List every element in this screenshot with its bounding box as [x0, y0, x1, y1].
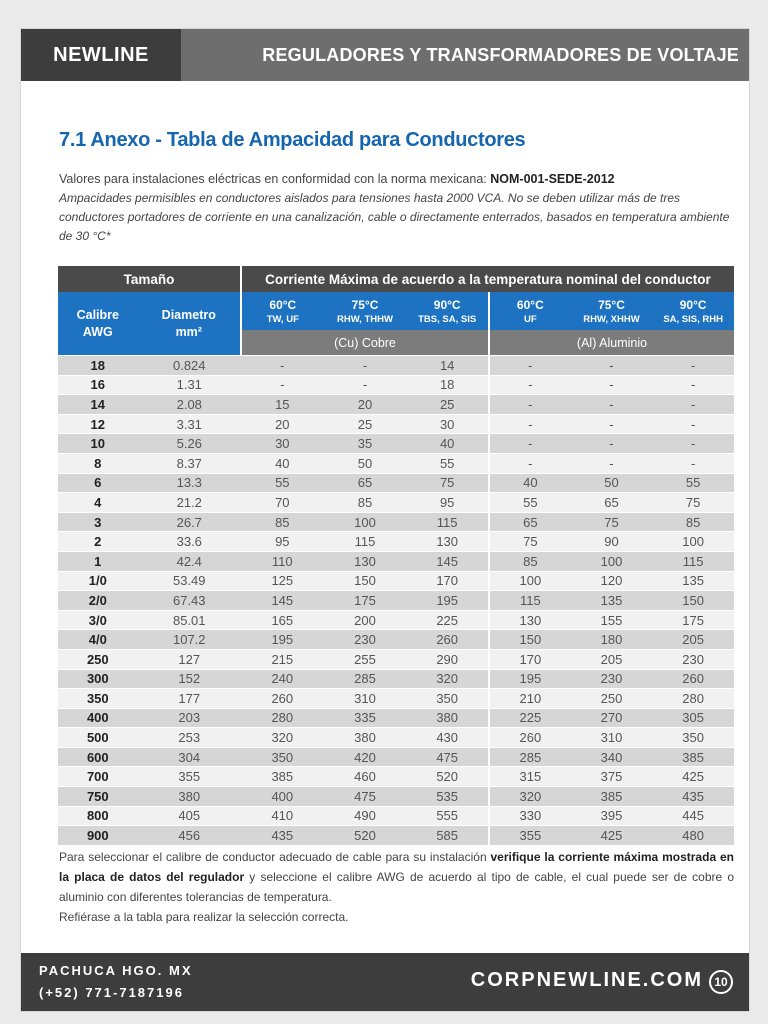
calibre-header-line1: Calibre	[76, 307, 119, 322]
ampacity-cell: 20	[324, 395, 407, 415]
ampacity-cell: 18	[406, 375, 489, 395]
current-header: Corriente Máxima de acuerdo a la temperatura nominal del conductor	[241, 266, 734, 292]
ampacity-cell: -	[571, 434, 653, 454]
ampacity-cell: 15	[241, 395, 324, 415]
col-header-al-75	[571, 292, 653, 330]
ampacity-cell: 50	[324, 453, 407, 473]
table-row	[58, 767, 734, 787]
ampacity-cell: 350	[406, 689, 489, 709]
footer-phone: (+52) 771-7187196	[39, 985, 184, 1000]
ampacity-cell: 355	[489, 826, 571, 845]
table-row	[58, 669, 734, 689]
diameter-cell: 8.37	[138, 453, 241, 473]
ampacity-cell: 165	[241, 610, 324, 630]
diameter-cell: 85.01	[138, 610, 241, 630]
awg-cell: 500	[58, 728, 138, 748]
awg-cell: 14	[58, 395, 138, 415]
ampacity-cell: 20	[241, 414, 324, 434]
ampacity-cell: -	[571, 395, 653, 415]
table-row	[58, 395, 734, 415]
table-row	[58, 434, 734, 454]
awg-cell: 250	[58, 649, 138, 669]
awg-cell: 900	[58, 826, 138, 845]
insulation-label: SA, SIS, RHH	[663, 313, 723, 325]
diameter-cell: 355	[138, 767, 241, 787]
ampacity-cell: -	[241, 375, 324, 395]
ampacity-cell: 150	[324, 571, 407, 591]
ampacity-cell: 35	[324, 434, 407, 454]
ampacity-cell: 445	[652, 806, 734, 826]
awg-cell: 6	[58, 473, 138, 493]
instructions-reference: Refiérase a la tabla para realizar la selección correcta.	[59, 910, 349, 924]
instructions-part-1: Para seleccionar el calibre de conductor adecuado de cable para su instalación	[59, 850, 491, 864]
ampacity-cell: 95	[406, 493, 489, 513]
ampacity-cell: 95	[241, 532, 324, 552]
ampacity-cell: 130	[489, 610, 571, 630]
ampacity-cell: -	[652, 414, 734, 434]
ampacity-cell: 115	[324, 532, 407, 552]
intro-note: Ampacidades permisibles en conductores aislados para tensiones hasta 2000 VCA. No se deben utilizar más de tres conductores portadores de corriente en una canalización, cable o directamente enterrados, basados en temperatura ambiente de 30 °C*	[59, 191, 730, 243]
insulation-label: UF	[524, 313, 537, 325]
ampacity-cell: 425	[571, 826, 653, 845]
ampacity-cell: 460	[324, 767, 407, 787]
ampacity-cell: 145	[406, 551, 489, 571]
awg-cell: 18	[58, 356, 138, 376]
material-cu-header: (Cu) Cobre	[241, 330, 489, 356]
brand-logo: NEWLINE	[21, 29, 181, 81]
diameter-cell: 253	[138, 728, 241, 748]
header-title: REGULADORES Y TRANSFORMADORES DE VOLTAJE	[262, 45, 739, 65]
calibre-header-line2: AWG	[82, 324, 113, 339]
ampacity-cell: 145	[241, 591, 324, 611]
ampacity-cell: 195	[406, 591, 489, 611]
ampacity-cell: -	[324, 375, 407, 395]
diameter-cell: 127	[138, 649, 241, 669]
ampacity-cell: -	[571, 414, 653, 434]
insulation-label: RHW, THHW	[337, 313, 393, 325]
ampacity-cell: 70	[241, 493, 324, 513]
ampacity-cell: 14	[406, 356, 489, 376]
ampacity-cell: 520	[324, 826, 407, 845]
instructions-text	[59, 847, 734, 927]
ampacity-cell: 195	[241, 630, 324, 650]
ampacity-cell: 585	[406, 826, 489, 845]
table-row	[58, 473, 734, 493]
ampacity-cell: -	[571, 356, 653, 376]
ampacity-cell: -	[652, 453, 734, 473]
ampacity-cell: 90	[571, 532, 653, 552]
ampacity-cell: 135	[571, 591, 653, 611]
ampacity-cell: -	[571, 453, 653, 473]
ampacity-cell: 475	[324, 787, 407, 807]
ampacity-cell: -	[489, 356, 571, 376]
table-row	[58, 708, 734, 728]
ampacity-cell: 320	[489, 787, 571, 807]
awg-cell: 1	[58, 551, 138, 571]
ampacity-cell: 55	[241, 473, 324, 493]
diametro-header-line2: mm²	[175, 324, 202, 339]
ampacity-cell: 210	[489, 689, 571, 709]
awg-cell: 4	[58, 493, 138, 513]
ampacity-cell: 170	[489, 649, 571, 669]
temp-label: 75°C	[351, 297, 379, 312]
ampacity-cell: 480	[652, 826, 734, 845]
ampacity-cell: 520	[406, 767, 489, 787]
ampacity-cell: 285	[489, 747, 571, 767]
ampacity-cell: 110	[241, 551, 324, 571]
ampacity-cell: 55	[652, 473, 734, 493]
size-header: Tamaño	[58, 266, 241, 292]
ampacity-cell: -	[652, 434, 734, 454]
diametro-header	[138, 292, 241, 356]
ampacity-cell: 205	[571, 649, 653, 669]
footer-city: PACHUCA HGO. MX	[39, 963, 193, 978]
table-row	[58, 356, 734, 376]
insulation-label: TW, UF	[266, 313, 299, 325]
ampacity-cell: 420	[324, 747, 407, 767]
diameter-cell: 456	[138, 826, 241, 845]
ampacity-cell: 130	[324, 551, 407, 571]
instructions-emphasis: verifique la corriente máxima mostrada en la placa de datos del regulador	[59, 850, 734, 884]
ampacity-cell: 175	[652, 610, 734, 630]
ampacity-cell: 180	[571, 630, 653, 650]
table-row	[58, 551, 734, 571]
ampacity-cell: 195	[489, 669, 571, 689]
ampacity-cell: 65	[489, 512, 571, 532]
ampacity-cell: 305	[652, 708, 734, 728]
ampacity-cell: 40	[406, 434, 489, 454]
ampacity-cell: 385	[241, 767, 324, 787]
ampacity-cell: 490	[324, 806, 407, 826]
col-header-cu-60	[241, 292, 324, 330]
ampacity-cell: 75	[571, 512, 653, 532]
ampacity-cell: 40	[489, 473, 571, 493]
ampacity-cell: 230	[324, 630, 407, 650]
ampacity-cell: 225	[489, 708, 571, 728]
table-row	[58, 493, 734, 513]
ampacity-cell: -	[489, 414, 571, 434]
table-row	[58, 571, 734, 591]
ampacity-cell: 260	[489, 728, 571, 748]
awg-cell: 8	[58, 453, 138, 473]
ampacity-cell: 225	[406, 610, 489, 630]
table-row	[58, 630, 734, 650]
footer-bar	[21, 953, 749, 1011]
ampacity-cell: 320	[406, 669, 489, 689]
table-row	[58, 649, 734, 669]
ampacity-cell: 115	[489, 591, 571, 611]
insulation-label: TBS, SA, SIS	[418, 313, 477, 325]
col-header-al-90	[652, 292, 734, 330]
diameter-cell: 42.4	[138, 551, 241, 571]
diameter-cell: 3.31	[138, 414, 241, 434]
diametro-header-line1: Diametro	[161, 307, 216, 322]
ampacity-cell: 65	[571, 493, 653, 513]
table-row	[58, 414, 734, 434]
table-body	[58, 356, 734, 845]
ampacity-cell: 535	[406, 787, 489, 807]
ampacity-cell: 310	[324, 689, 407, 709]
awg-cell: 3/0	[58, 610, 138, 630]
diameter-cell: 107.2	[138, 630, 241, 650]
ampacity-cell: 75	[652, 493, 734, 513]
diameter-cell: 67.43	[138, 591, 241, 611]
ampacity-cell: 310	[571, 728, 653, 748]
diameter-cell: 405	[138, 806, 241, 826]
temp-label: 90°C	[679, 297, 707, 312]
ampacity-table	[58, 266, 734, 845]
temp-label: 90°C	[433, 297, 461, 312]
diameter-cell: 5.26	[138, 434, 241, 454]
intro-line	[59, 172, 735, 186]
diameter-cell: 53.49	[138, 571, 241, 591]
ampacity-cell: 55	[489, 493, 571, 513]
table-row	[58, 610, 734, 630]
ampacity-cell: -	[489, 375, 571, 395]
instructions-part-2: y seleccione el calibre AWG de acuerdo al tipo de cable, el cual puede ser de cobre o aluminio con diferentes tolerancias de temperatura.	[59, 870, 734, 904]
awg-cell: 2/0	[58, 591, 138, 611]
diameter-cell: 2.08	[138, 395, 241, 415]
awg-cell: 750	[58, 787, 138, 807]
ampacity-cell: 65	[324, 473, 407, 493]
awg-cell: 600	[58, 747, 138, 767]
table-header-row-2	[58, 292, 734, 330]
material-al-header: (Al) Aluminio	[489, 330, 734, 356]
insulation-label: RHW, XHHW	[583, 313, 640, 325]
ampacity-cell: 100	[652, 532, 734, 552]
diameter-cell: 13.3	[138, 473, 241, 493]
ampacity-cell: 85	[652, 512, 734, 532]
ampacity-cell: 230	[571, 669, 653, 689]
ampacity-cell: 255	[324, 649, 407, 669]
ampacity-cell: 125	[241, 571, 324, 591]
ampacity-cell: 40	[241, 453, 324, 473]
footer-website: CORPNEWLINE.COM	[470, 969, 703, 991]
awg-cell: 1/0	[58, 571, 138, 591]
ampacity-cell: 120	[571, 571, 653, 591]
ampacity-cell: 250	[571, 689, 653, 709]
table-row	[58, 591, 734, 611]
awg-cell: 10	[58, 434, 138, 454]
ampacity-cell: 130	[406, 532, 489, 552]
col-header-cu-90	[406, 292, 489, 330]
ampacity-cell: 430	[406, 728, 489, 748]
ampacity-cell: -	[324, 356, 407, 376]
ampacity-cell: 175	[324, 591, 407, 611]
diameter-cell: 21.2	[138, 493, 241, 513]
temp-label: 75°C	[598, 297, 625, 312]
ampacity-cell: 30	[406, 414, 489, 434]
table-row	[58, 826, 734, 845]
ampacity-cell: 410	[241, 806, 324, 826]
col-header-cu-75	[324, 292, 407, 330]
table-header-row-1	[58, 266, 734, 292]
ampacity-cell: -	[652, 395, 734, 415]
diameter-cell: 152	[138, 669, 241, 689]
ampacity-cell: 55	[406, 453, 489, 473]
intro-line-text: Valores para instalaciones eléctricas en conformidad con la norma mexicana:	[59, 172, 487, 186]
page-sheet	[20, 28, 750, 1012]
col-header-al-60	[489, 292, 571, 330]
ampacity-cell: 350	[652, 728, 734, 748]
ampacity-cell: -	[571, 375, 653, 395]
ampacity-cell: 425	[652, 767, 734, 787]
diameter-cell: 1.31	[138, 375, 241, 395]
diameter-cell: 177	[138, 689, 241, 709]
ampacity-cell: 85	[489, 551, 571, 571]
calibre-header	[58, 292, 138, 356]
ampacity-cell: -	[241, 356, 324, 376]
awg-cell: 12	[58, 414, 138, 434]
diameter-cell: 33.6	[138, 532, 241, 552]
ampacity-cell: 215	[241, 649, 324, 669]
ampacity-cell: 335	[324, 708, 407, 728]
ampacity-cell: -	[652, 356, 734, 376]
table-row	[58, 512, 734, 532]
awg-cell: 800	[58, 806, 138, 826]
ampacity-cell: 320	[241, 728, 324, 748]
ampacity-cell: 240	[241, 669, 324, 689]
ampacity-cell: 435	[652, 787, 734, 807]
diameter-cell: 26.7	[138, 512, 241, 532]
ampacity-cell: 280	[241, 708, 324, 728]
ampacity-cell: 25	[324, 414, 407, 434]
ampacity-cell: 100	[324, 512, 407, 532]
diameter-cell: 0.824	[138, 356, 241, 376]
ampacity-cell: 400	[241, 787, 324, 807]
ampacity-cell: 375	[571, 767, 653, 787]
ampacity-cell: 85	[241, 512, 324, 532]
table-row	[58, 375, 734, 395]
intro-text	[59, 172, 735, 246]
table-row	[58, 747, 734, 767]
ampacity-cell: 85	[324, 493, 407, 513]
ampacity-cell: 260	[652, 669, 734, 689]
ampacity-cell: 290	[406, 649, 489, 669]
table-row	[58, 453, 734, 473]
ampacity-cell: -	[489, 453, 571, 473]
awg-cell: 700	[58, 767, 138, 787]
header-bar	[21, 29, 749, 81]
awg-cell: 16	[58, 375, 138, 395]
awg-cell: 400	[58, 708, 138, 728]
table-row	[58, 689, 734, 709]
ampacity-cell: 285	[324, 669, 407, 689]
norm-reference: NOM-001-SEDE-2012	[490, 172, 615, 186]
ampacity-cell: 260	[406, 630, 489, 650]
ampacity-cell: -	[489, 434, 571, 454]
ampacity-cell: 340	[571, 747, 653, 767]
ampacity-cell: 30	[241, 434, 324, 454]
awg-cell: 300	[58, 669, 138, 689]
ampacity-cell: 200	[324, 610, 407, 630]
ampacity-cell: 115	[406, 512, 489, 532]
ampacity-cell: 25	[406, 395, 489, 415]
table-row	[58, 532, 734, 552]
ampacity-cell: 170	[406, 571, 489, 591]
ampacity-cell: 385	[571, 787, 653, 807]
ampacity-cell: 330	[489, 806, 571, 826]
temp-label: 60°C	[269, 297, 297, 312]
ampacity-cell: 135	[652, 571, 734, 591]
ampacity-cell: 385	[652, 747, 734, 767]
ampacity-cell: 475	[406, 747, 489, 767]
awg-cell: 350	[58, 689, 138, 709]
ampacity-cell: 50	[571, 473, 653, 493]
ampacity-cell: 75	[489, 532, 571, 552]
ampacity-cell: 270	[571, 708, 653, 728]
ampacity-cell: 315	[489, 767, 571, 787]
ampacity-cell: 380	[406, 708, 489, 728]
ampacity-cell: 230	[652, 649, 734, 669]
section-title: 7.1 Anexo - Tabla de Ampacidad para Conductores	[59, 129, 526, 151]
ampacity-cell: 75	[406, 473, 489, 493]
ampacity-cell: 115	[652, 551, 734, 571]
ampacity-cell: 100	[489, 571, 571, 591]
diameter-cell: 304	[138, 747, 241, 767]
diameter-cell: 380	[138, 787, 241, 807]
awg-cell: 2	[58, 532, 138, 552]
table-row	[58, 806, 734, 826]
ampacity-cell: 350	[241, 747, 324, 767]
ampacity-cell: 100	[571, 551, 653, 571]
ampacity-cell: 395	[571, 806, 653, 826]
page-number-badge: 10	[709, 970, 733, 994]
awg-cell: 4/0	[58, 630, 138, 650]
table-row	[58, 787, 734, 807]
ampacity-cell: 380	[324, 728, 407, 748]
ampacity-cell: -	[652, 375, 734, 395]
ampacity-cell: 205	[652, 630, 734, 650]
diameter-cell: 203	[138, 708, 241, 728]
ampacity-cell: 280	[652, 689, 734, 709]
table-row	[58, 728, 734, 748]
ampacity-cell: 435	[241, 826, 324, 845]
ampacity-cell: 150	[652, 591, 734, 611]
ampacity-cell: 555	[406, 806, 489, 826]
ampacity-cell: 155	[571, 610, 653, 630]
awg-cell: 3	[58, 512, 138, 532]
ampacity-cell: -	[489, 395, 571, 415]
ampacity-cell: 150	[489, 630, 571, 650]
temp-label: 60°C	[516, 297, 544, 312]
ampacity-cell: 260	[241, 689, 324, 709]
